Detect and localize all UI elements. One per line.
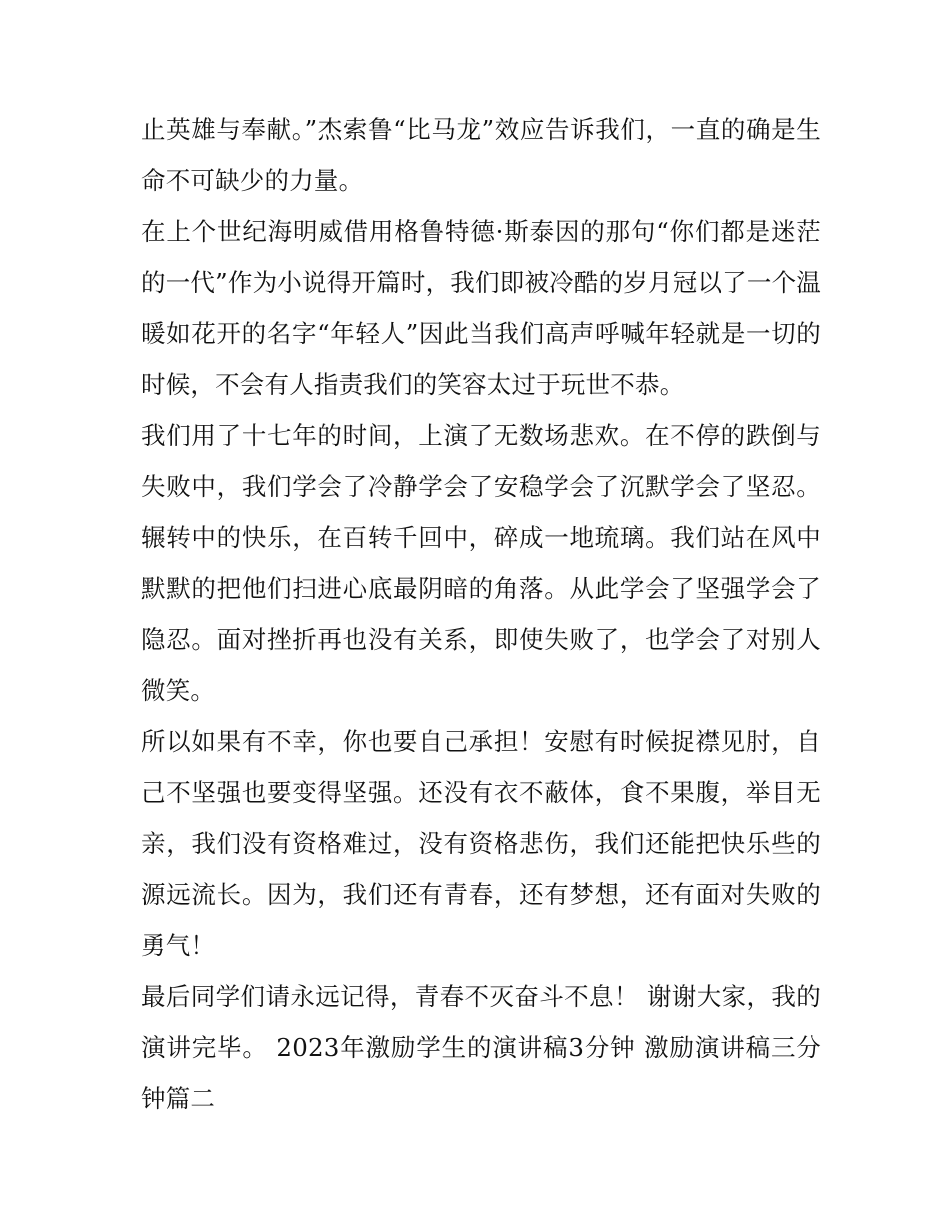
- document-body: [141, 104, 821, 1124]
- paragraph: 最后同学们请永远记得，青春不灭奋斗不息！ 谢谢大家，我的演讲完毕。 2023年激励学生的演讲稿3分钟 激励演讲稿三分钟篇二: [141, 982, 821, 1113]
- paragraph: 在上个世纪海明威借用格鲁特德·斯泰因的那句“你们都是迷茫的一代”作为小说得开篇时，我们即被冷酷的岁月冠以了一个温暖如花开的名字“年轻人”因此当我们高声呼喊年轻就是一切的时候，不会有人指责我们的笑容太过于玩世不恭。: [141, 217, 821, 399]
- paragraph: 我们用了十七年的时间，上演了无数场悲欢。在不停的跌倒与失败中，我们学会了冷静学会了安稳学会了沉默学会了坚忍。辗转中的快乐，在百转千回中，碎成一地琉璃。我们站在风中默默的把他们扫进心底最阴暗的角落。从此学会了坚强学会了隐忍。面对挫折再也没有关系，即使失败了，也学会了对别人微笑。: [141, 421, 821, 705]
- paragraph: 所以如果有不幸，你也要自己承担！安慰有时候捉襟见肘，自己不坚强也要变得坚强。还没有衣不蔽体，食不果腹，举目无亲，我们没有资格难过，没有资格悲伤，我们还能把快乐些的源远流长。因为，我们还有青春，还有梦想，还有面对失败的勇气！: [141, 727, 821, 960]
- paragraph: 止英雄与奉献。”杰索鲁“比马龙”效应告诉我们，一直的确是生命不可缺少的力量。: [141, 115, 821, 195]
